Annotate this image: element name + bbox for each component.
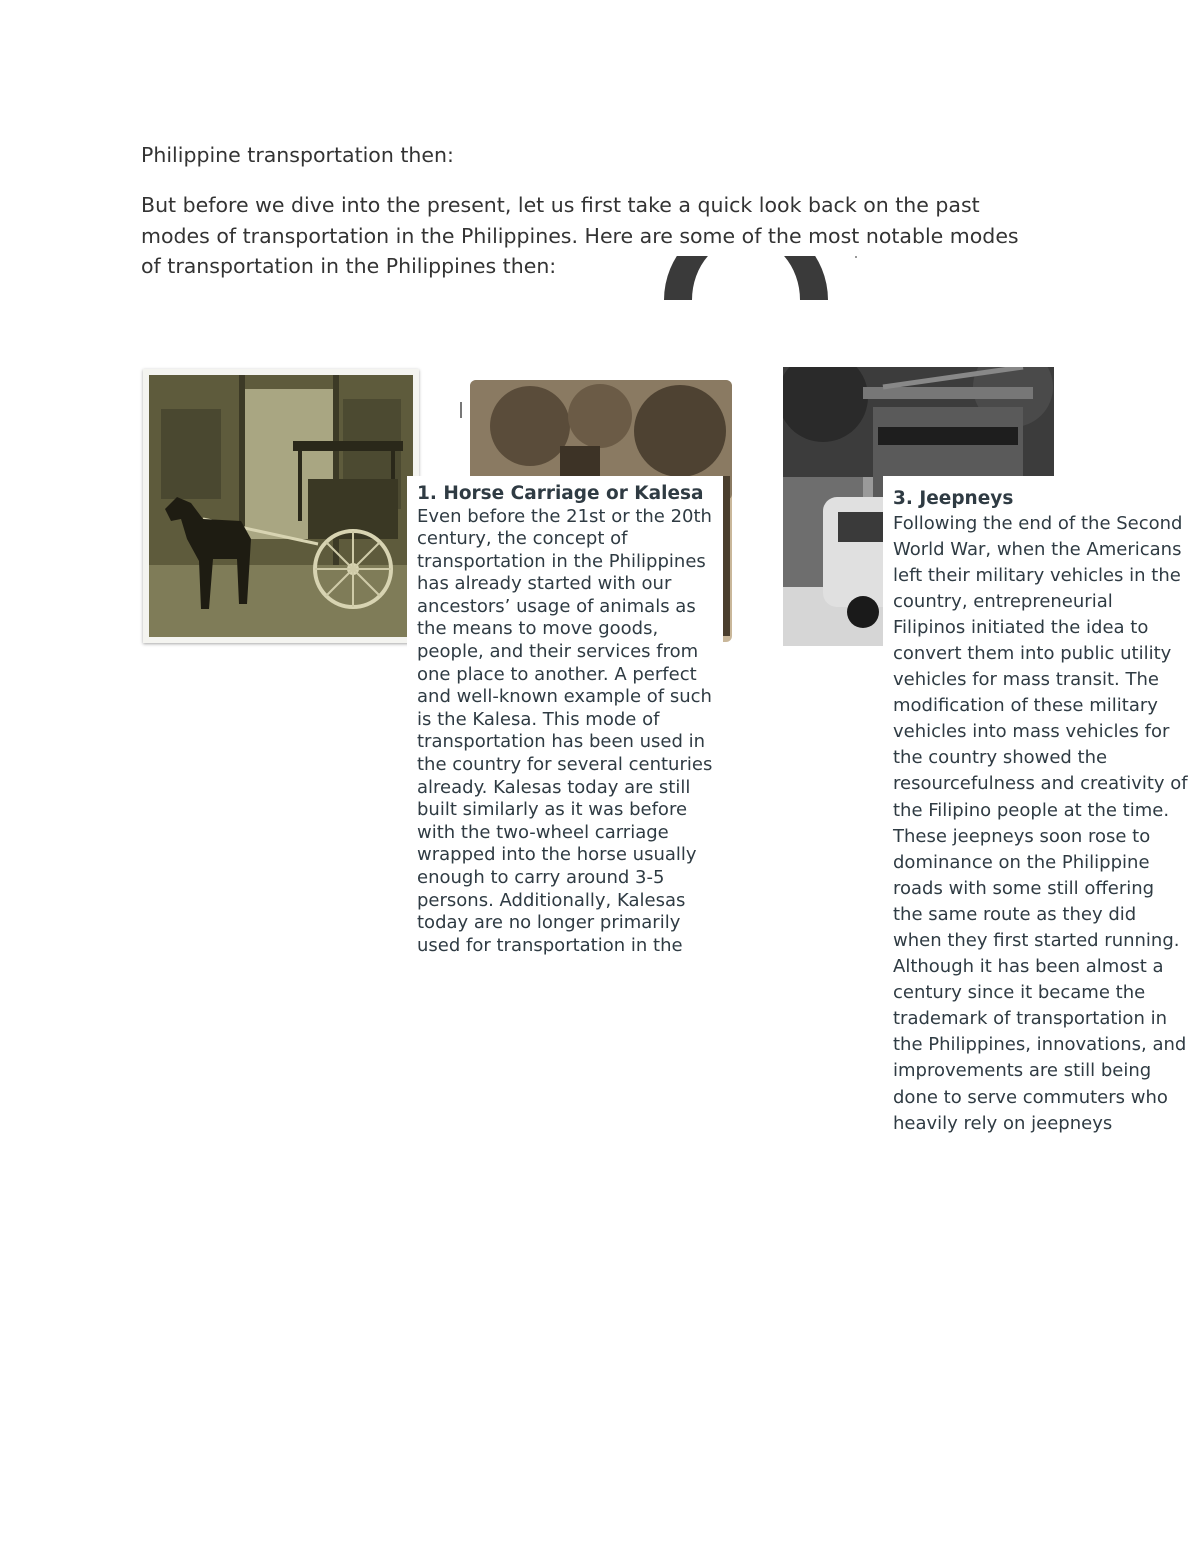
kalesa-card-title: 1. Horse Carriage or Kalesa — [417, 483, 704, 504]
arc-shape-icon — [664, 256, 828, 300]
kalesa-card — [407, 476, 723, 1042]
kalesa-card-body: Even before the 21st or the 20th century, the concept of transportation in the Philippines has already started with our ancestors’ usage of animals as the means to move goods, people, and their services from one place to another. A perfect and well-known example of such is the Kalesa. This mode of transportation has been used in the country for several centuries already. Kalesas today are still built similarly as it was before with the two-wheel carriage wrapped into the horse usually enough to carry around 3-5 persons. Additionally, Kalesas today are no longer primarily used for transportation in the — [417, 505, 713, 956]
jeepney-card-title: 3. Jeepneys — [893, 488, 1014, 509]
dot-mark — [855, 256, 857, 258]
horse-carriage-photo — [143, 369, 419, 643]
jeepney-card — [883, 476, 1193, 1207]
page-heading: Philippine transportation then: — [141, 143, 454, 167]
jeepney-card-body: Following the end of the Second World War, when the Americans left their military vehicles in the country, entrepreneurial Filipinos initiated the idea to convert them into public utility vehicles for mass transit. The modification of these military vehicles into mass vehicles for the country showed the resourcefulness and creativity of the Filipino people at the time. These jeepneys soon rose to dominance on the Philippine roads with some still offering the same route as they did when they first started running. Although it has been almost a century since it became the trademark of transportation in the Philippines, innovations, and improvements are still being done to serve commuters who heavily rely on jeepneys — [893, 512, 1188, 1134]
intro-paragraph: But before we dive into the present, let us first take a quick look back on the past modes of transportation in the Philippines. Here are some of the most notable modes of transportation in the Philippines then: — [141, 193, 1019, 278]
